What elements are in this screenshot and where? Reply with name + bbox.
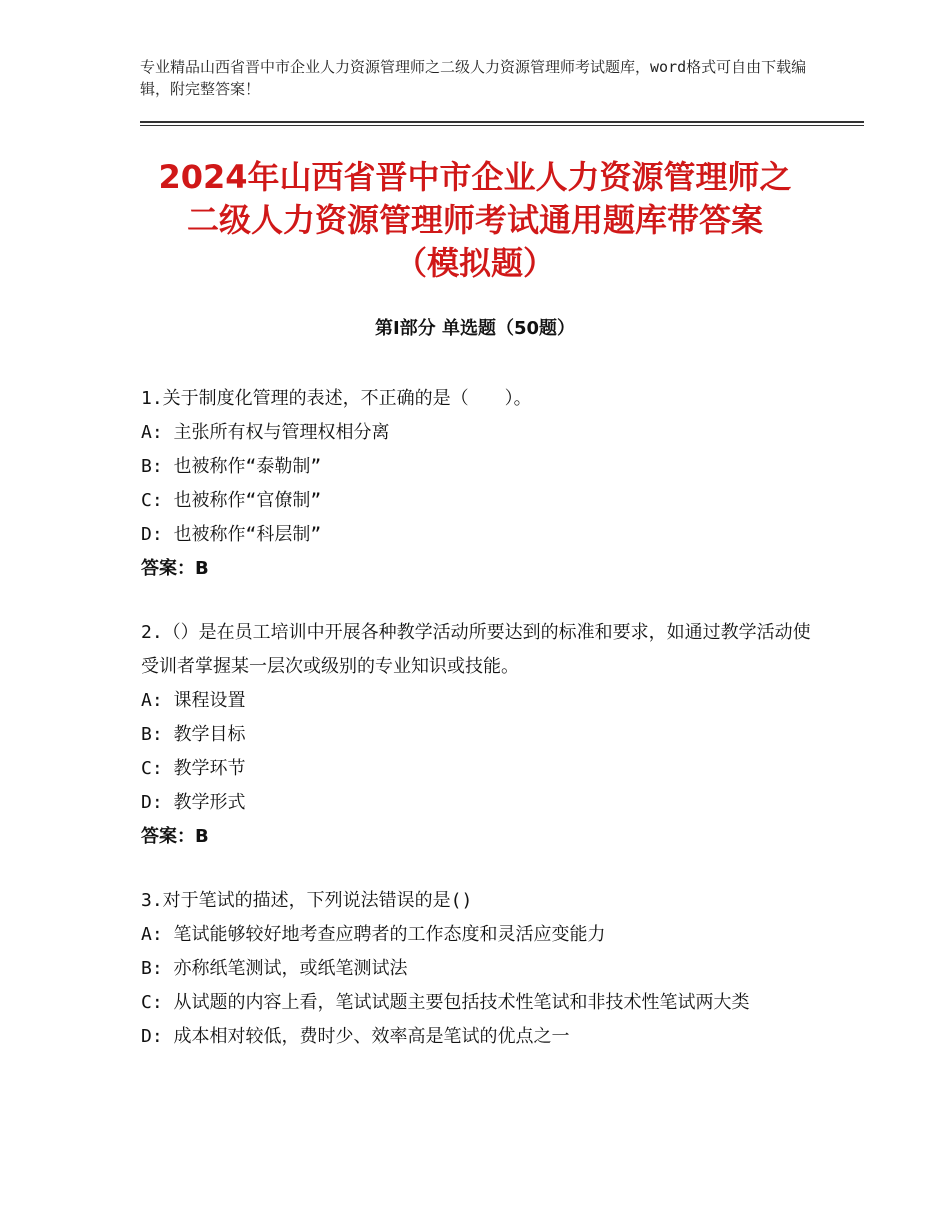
option-letter: A: — [141, 924, 163, 945]
question-stem: 1.关于制度化管理的表述，不正确的是（ ）。 — [141, 388, 532, 409]
option-letter: A: — [141, 422, 163, 443]
option-letter: B: — [141, 958, 163, 979]
question-stem: 3.对于笔试的描述，下列说法错误的是() — [141, 890, 473, 911]
title-line-1: 2024年山西省晋中市企业人力资源管理师之 — [158, 158, 792, 196]
option-b — [141, 450, 821, 484]
option-d — [141, 518, 821, 552]
option-text: 教学环节 — [173, 758, 246, 779]
option-letter: D: — [141, 524, 163, 545]
option-text: 笔试能够较好地考查应聘者的工作态度和灵活应变能力 — [173, 924, 606, 945]
option-letter: D: — [141, 1026, 163, 1047]
option-text: 教学形式 — [173, 792, 246, 813]
question-2 — [141, 616, 821, 854]
document-title — [100, 156, 850, 285]
answer-line: 答案：B — [141, 826, 209, 847]
option-letter: A: — [141, 690, 163, 711]
option-letter: B: — [141, 724, 163, 745]
option-letter: C: — [141, 490, 163, 511]
answer-line: 答案：B — [141, 558, 209, 579]
option-b — [141, 952, 821, 986]
option-b — [141, 718, 821, 752]
header-note: 专业精品山西省晋中市企业人力资源管理师之二级人力资源管理师考试题库，word格式可自由下载编辑，附完整答案！ — [140, 58, 807, 98]
option-letter: C: — [141, 758, 163, 779]
section-title: 第Ⅰ部分 单选题（50题） — [374, 318, 575, 339]
option-text: 课程设置 — [173, 690, 246, 711]
question-stem: 2.（）是在员工培训中开展各种教学活动所要达到的标准和要求，如通过教学活动使受训者掌握某一层次或级别的专业知识或技能。 — [141, 622, 811, 677]
option-a — [141, 684, 821, 718]
option-c — [141, 484, 821, 518]
option-d — [141, 1020, 821, 1054]
option-text: 也被称作“科层制” — [173, 524, 322, 545]
option-text: 也被称作“官僚制” — [173, 490, 322, 511]
title-line-2: 二级人力资源管理师考试通用题库带答案 — [186, 201, 763, 239]
question-list — [141, 382, 821, 1084]
title-line-3: （模拟题） — [394, 244, 555, 282]
option-a — [141, 416, 821, 450]
option-text: 也被称作“泰勒制” — [173, 456, 322, 477]
option-c — [141, 986, 821, 1020]
question-1 — [141, 382, 821, 586]
option-a — [141, 918, 821, 952]
option-text: 亦称纸笔测试，或纸笔测试法 — [173, 958, 408, 979]
question-3 — [141, 884, 821, 1054]
option-letter: B: — [141, 456, 163, 477]
option-letter: D: — [141, 792, 163, 813]
option-text: 主张所有权与管理权相分离 — [173, 422, 390, 443]
option-text: 从试题的内容上看，笔试试题主要包括技术性笔试和非技术性笔试两大类 — [173, 992, 750, 1013]
header-rule-thick — [140, 121, 864, 123]
option-text: 教学目标 — [173, 724, 246, 745]
option-text: 成本相对较低，费时少、效率高是笔试的优点之一 — [173, 1026, 570, 1047]
option-d — [141, 786, 821, 820]
option-letter: C: — [141, 992, 163, 1013]
header-rule-thin — [140, 125, 864, 126]
option-c — [141, 752, 821, 786]
